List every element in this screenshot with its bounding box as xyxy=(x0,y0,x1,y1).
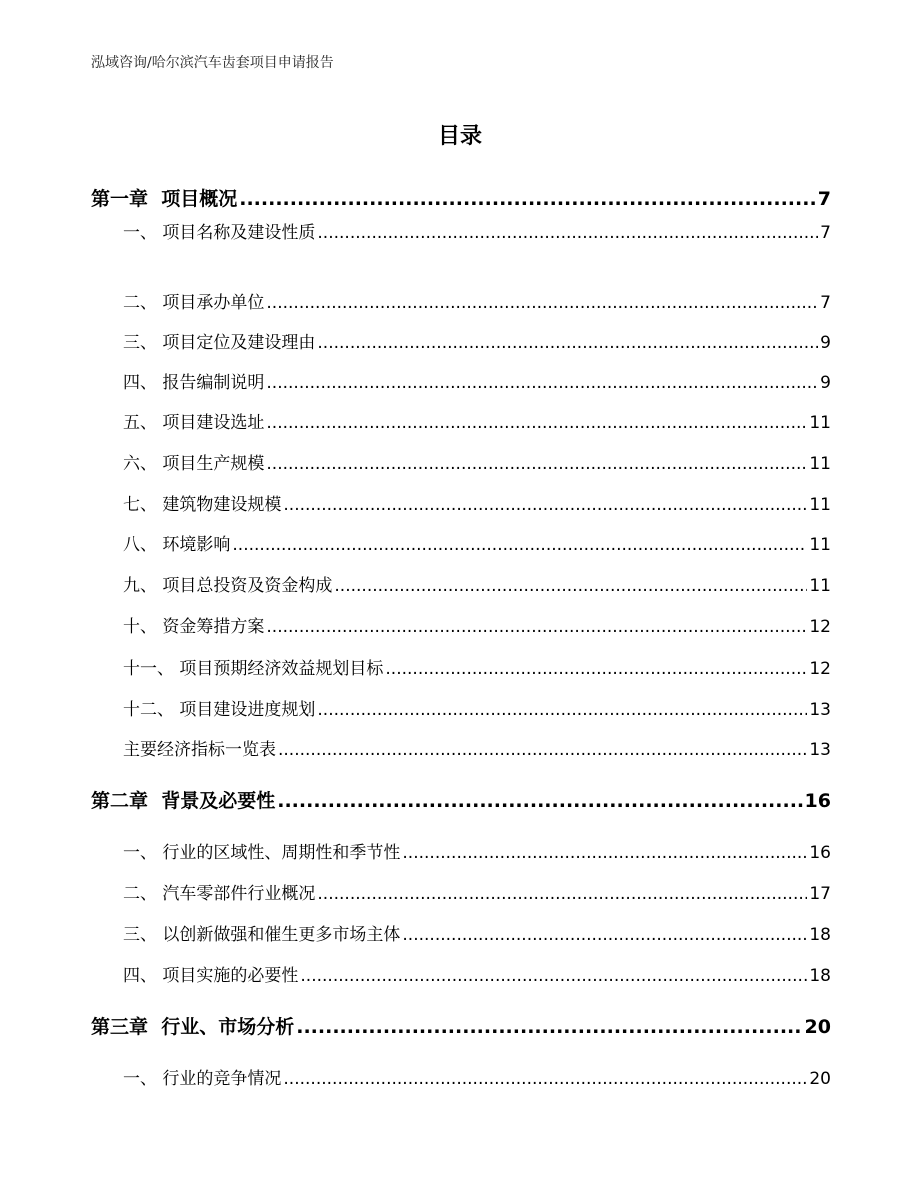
toc-dot-leader xyxy=(239,188,816,210)
toc-entry-label: 十一、 项目预期经济效益规划目标 xyxy=(123,659,384,679)
toc-chapter-entry[interactable] xyxy=(91,1012,831,1039)
toc-chapter-entry[interactable] xyxy=(91,184,831,211)
toc-section-entry[interactable] xyxy=(123,838,831,863)
toc-section-entry[interactable] xyxy=(123,879,831,904)
toc-section-entry[interactable] xyxy=(123,654,831,679)
toc-page-number: 18 xyxy=(809,966,831,986)
toc-dot-leader xyxy=(296,1016,802,1038)
toc-page-number: 7 xyxy=(820,223,831,243)
toc-dot-leader xyxy=(266,617,807,637)
toc-page-number: 7 xyxy=(820,293,831,313)
toc-page-number: 9 xyxy=(820,333,831,353)
toc-page-number: 11 xyxy=(809,454,831,474)
toc-dot-leader xyxy=(232,535,807,555)
toc-entry-label: 第二章 背景及必要性 xyxy=(91,790,276,812)
toc-section-entry[interactable] xyxy=(123,328,831,353)
toc-dot-leader xyxy=(266,454,807,474)
toc-section-entry[interactable] xyxy=(123,735,831,760)
toc-page-number: 11 xyxy=(809,495,831,515)
toc-section-entry[interactable] xyxy=(123,368,831,393)
toc-entry-label: 十、 资金筹措方案 xyxy=(123,617,265,637)
toc-page-number: 16 xyxy=(809,843,831,863)
toc-page-number: 12 xyxy=(809,659,831,679)
toc-section-entry[interactable] xyxy=(123,408,831,433)
toc-entry-label: 五、 项目建设选址 xyxy=(123,413,265,433)
toc-dot-leader xyxy=(317,333,818,353)
toc-dot-leader xyxy=(317,700,807,720)
toc-section-entry[interactable] xyxy=(123,490,831,515)
toc-page-number: 7 xyxy=(817,188,831,210)
toc-section-entry[interactable] xyxy=(123,695,831,720)
toc-entry-label: 四、 报告编制说明 xyxy=(123,373,265,393)
toc-page-number: 11 xyxy=(809,413,831,433)
toc-section-entry[interactable] xyxy=(123,449,831,474)
toc-entry-label: 八、 环境影响 xyxy=(123,535,231,555)
toc-chapter-entry[interactable] xyxy=(91,786,831,813)
toc-entry-label: 一、 行业的区域性、周期性和季节性 xyxy=(123,843,401,863)
toc-entry-label: 二、 项目承办单位 xyxy=(123,293,265,313)
toc-page-number: 13 xyxy=(809,700,831,720)
toc-title: 目录 xyxy=(437,124,482,149)
toc-section-entry[interactable] xyxy=(123,218,831,243)
toc-page-number: 18 xyxy=(809,925,831,945)
toc-entry-label: 第一章 项目概况 xyxy=(91,188,238,210)
toc-dot-leader xyxy=(266,293,818,313)
toc-entry-label: 三、 以创新做强和催生更多市场主体 xyxy=(123,925,401,945)
toc-section-entry[interactable] xyxy=(123,961,831,986)
toc-page-number: 20 xyxy=(809,1069,831,1089)
toc-entry-label: 十二、 项目建设进度规划 xyxy=(123,700,316,720)
toc-entry-label: 六、 项目生产规模 xyxy=(123,454,265,474)
toc-entry-label: 三、 项目定位及建设理由 xyxy=(123,333,316,353)
toc-entry-label: 九、 项目总投资及资金构成 xyxy=(123,576,333,596)
toc-dot-leader xyxy=(266,413,807,433)
toc-dot-leader xyxy=(317,223,818,243)
toc-dot-leader xyxy=(402,925,807,945)
toc-page-number: 13 xyxy=(809,740,831,760)
toc-page-number: 17 xyxy=(809,884,831,904)
running-header: 泓域咨询/哈尔滨汽车齿套项目申请报告 xyxy=(91,55,334,71)
toc-page-number: 12 xyxy=(809,617,831,637)
toc-dot-leader xyxy=(266,373,818,393)
toc-entry-label: 七、 建筑物建设规模 xyxy=(123,495,282,515)
toc-section-entry[interactable] xyxy=(123,288,831,313)
toc-page-number: 20 xyxy=(804,1016,831,1038)
toc-dot-leader xyxy=(402,843,807,863)
toc-section-entry[interactable] xyxy=(123,571,831,596)
toc-entry-label: 第三章 行业、市场分析 xyxy=(91,1016,295,1038)
toc-page-number: 9 xyxy=(820,373,831,393)
toc-dot-leader xyxy=(334,576,807,596)
toc-dot-leader xyxy=(300,966,807,986)
toc-entry-label: 四、 项目实施的必要性 xyxy=(123,966,299,986)
toc-page-number: 16 xyxy=(804,790,831,812)
toc-page-number: 11 xyxy=(809,576,831,596)
toc-section-entry[interactable] xyxy=(123,920,831,945)
toc-entry-label: 主要经济指标一览表 xyxy=(123,740,276,760)
toc-dot-leader xyxy=(277,790,802,812)
toc-entry-label: 一、 行业的竞争情况 xyxy=(123,1069,282,1089)
toc-dot-leader xyxy=(278,740,807,760)
toc-dot-leader xyxy=(283,1069,807,1089)
toc-dot-leader xyxy=(283,495,807,515)
toc-entry-label: 一、 项目名称及建设性质 xyxy=(123,223,316,243)
toc-entry-label: 二、 汽车零部件行业概况 xyxy=(123,884,316,904)
toc-section-entry[interactable] xyxy=(123,1064,831,1089)
toc-section-entry[interactable] xyxy=(123,530,831,555)
toc-section-entry[interactable] xyxy=(123,612,831,637)
toc-page-number: 11 xyxy=(809,535,831,555)
toc-dot-leader xyxy=(317,884,807,904)
toc-dot-leader xyxy=(385,659,807,679)
